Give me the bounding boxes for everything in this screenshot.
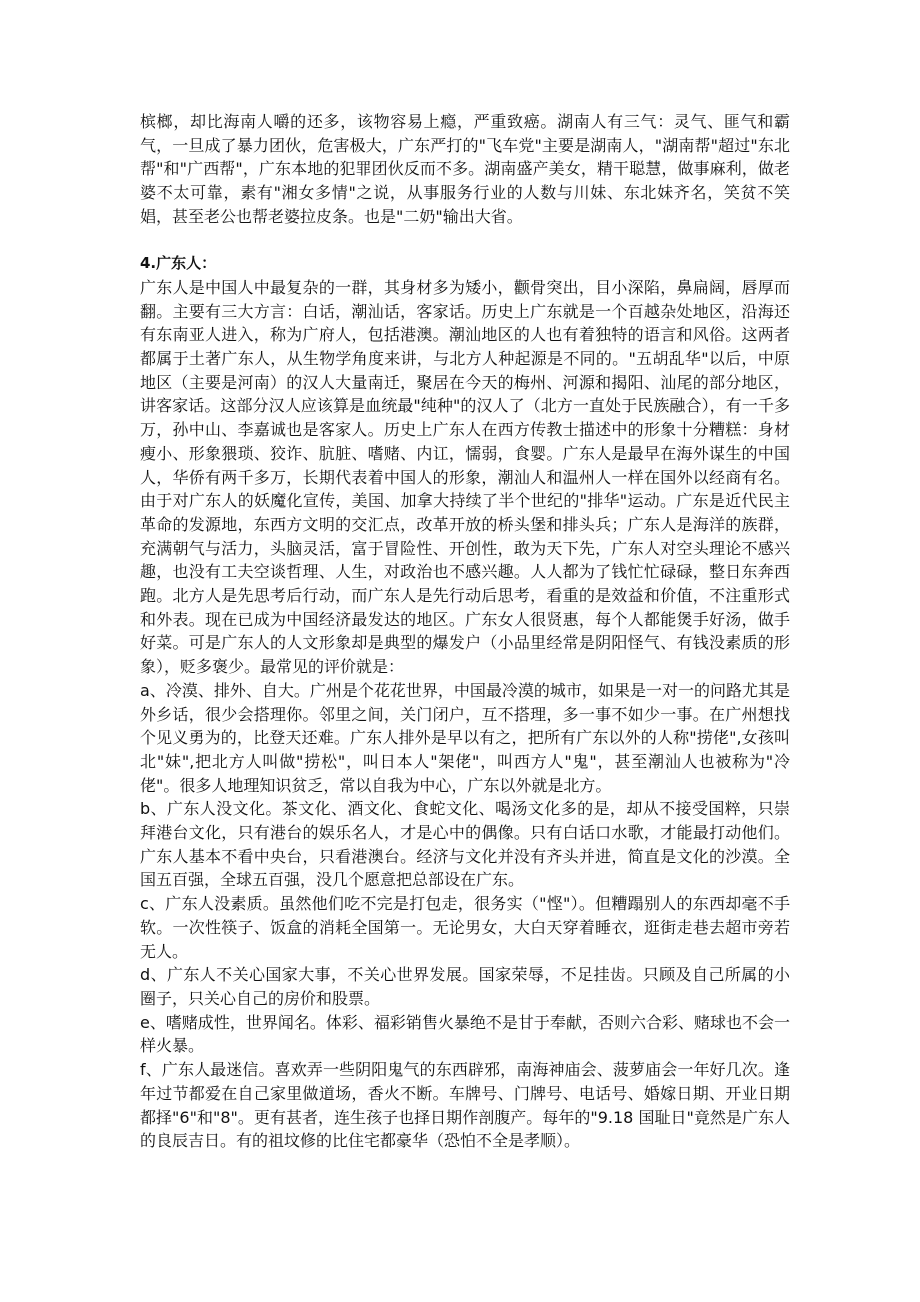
section-heading: 4.广东人： <box>140 254 217 273</box>
list-item-b: b、广东人没文化。茶文化、酒文化、食蛇文化、喝汤文化多的是，却从不接受国粹，只崇拜港台文化，只有港台的娱乐名人，才是心中的偶像。只有白话口水歌，才能最打动他们。广东人基本不看中央台，只看港澳台。经济与文化并没有齐头并进，简直是文化的沙漠。全国五百强，全球五百强，没几个愿意把总部设在广东。 <box>140 799 790 890</box>
list-item-d: d、广东人不关心国家大事，不关心世界发展。国家荣辱，不足挂齿。只顾及自己所属的小圈子，只关心自己的房价和股票。 <box>140 965 790 1008</box>
list-item-a: a、冷漠、排外、自大。广州是个花花世界，中国最冷漠的城市，如果是一对一的问路尤其是外乡话，很少会搭理你。邻里之间，关门闭户，互不搭理，多一事不如少一事。在广州想找个见义勇为的，比登天还难。广东人排外是早以有之，把所有广东以外的人称"捞佬",女孩叫北"妹",把北方人叫做"捞松"，叫日本人"架佬"，叫西方人"鬼"，甚至潮汕人也被称为"冷佬"。很多人地理知识贫乏，常以自我为中心，广东以外就是北方。 <box>140 680 790 795</box>
document-body <box>140 110 790 1153</box>
list-item-f: f、广东人最迷信。喜欢弄一些阴阳鬼气的东西辟邪，南海神庙会、菠萝庙会一年好几次。逢年过节都爱在自己家里做道场，香火不断。车牌号、门牌号、电话号、婚嫁日期、开业日期都择"6"和"8"。更有甚者，连生孩子也择日期作剖腹产。每年的"9.18 国耻日"竟然是广东人的良辰吉日。有的祖坟修的比住宅都豪华（恐怕不全是孝顺）。 <box>140 1060 790 1151</box>
intro-paragraph: 槟榔，却比海南人嚼的还多，该物容易上瘾，严重致癌。湖南人有三气：灵气、匪气和霸气，一旦成了暴力团伙，危害极大，广东严打的"飞车党"主要是湖南人，"湖南帮"超过"东北帮"和"广西帮"，广东本地的犯罪团伙反而不多。湖南盛产美女，精干聪慧，做事麻利，做老婆不太可靠，素有"湘女多情"之说，从事服务行业的人数与川妹、东北妹齐名，笑贫不笑娼，甚至老公也帮老婆拉皮条。也是"二奶"输出大省。 <box>140 112 790 226</box>
main-paragraph: 广东人是中国人中最复杂的一群，其身材多为矮小，颧骨突出，目小深陷，鼻扁阔，唇厚而翻。主要有三大方言：白话，潮汕话，客家话。历史上广东就是一个百越杂处地区，沿海还有东南亚人进入，称为广府人，包括港澳。潮汕地区的人也有着独特的语言和风俗。这两者都属于土著广东人，从生物学角度来讲，与北方人种起源是不同的。"五胡乱华"以后，中原地区（主要是河南）的汉人大量南迁，聚居在今天的梅州、河源和揭阳、汕尾的部分地区，讲客家话。这部分汉人应该算是血统最"纯种"的汉人了（北方一直处于民族融合），有一千多万，孙中山、李嘉诚也是客家人。历史上广东人在西方传教士描述中的形象十分糟糕：身材瘦小、形象猥琐、狡诈、肮脏、嗜赌、内讧，懦弱，食婴。广东人是最早在海外谋生的中国人，华侨有两千多万，长期代表着中国人的形象，潮汕人和温州人一样在国外以经商有名。由于对广东人的妖魔化宣传，美国、加拿大持续了半个世纪的"排华"运动。广东是近代民主革命的发源地，东西方文明的交汇点，改革开放的桥头堡和排头兵；广东人是海洋的族群，充满朝气与活力，头脑灵活，富于冒险性、开创性，敢为天下先，广东人对空头理论不感兴趣，也没有工夫空谈哲理、人生，对政治也不感兴趣。人人都为了钱忙忙碌碌，整日东奔西跑。北方人是先思考后行动，而广东人是先行动后思考，看重的是效益和价值，不注重形式和外表。现在已成为中国经济最发达的地区。广东女人很贤惠，每个人都能煲手好汤，做手好菜。可是广东人的人文形象却是典型的爆发户（小品里经常是阴阳怪气、有钱没素质的形象），贬多褒少。最常见的评价就是： <box>140 277 790 677</box>
list-item-e: e、嗜赌成性，世界闻名。体彩、福彩销售火暴绝不是甘于奉献，否则六合彩、赌球也不会一样火暴。 <box>140 1012 790 1056</box>
paragraph-gap <box>140 229 790 253</box>
list-item-c: c、广东人没素质。虽然他们吃不完是打包走，很务实（"悭"）。但糟蹋别人的东西却毫不手软。一次性筷子、饭盒的消耗全国第一。无论男女，大白天穿着睡衣，逛街走巷去超市旁若无人。 <box>140 894 790 961</box>
